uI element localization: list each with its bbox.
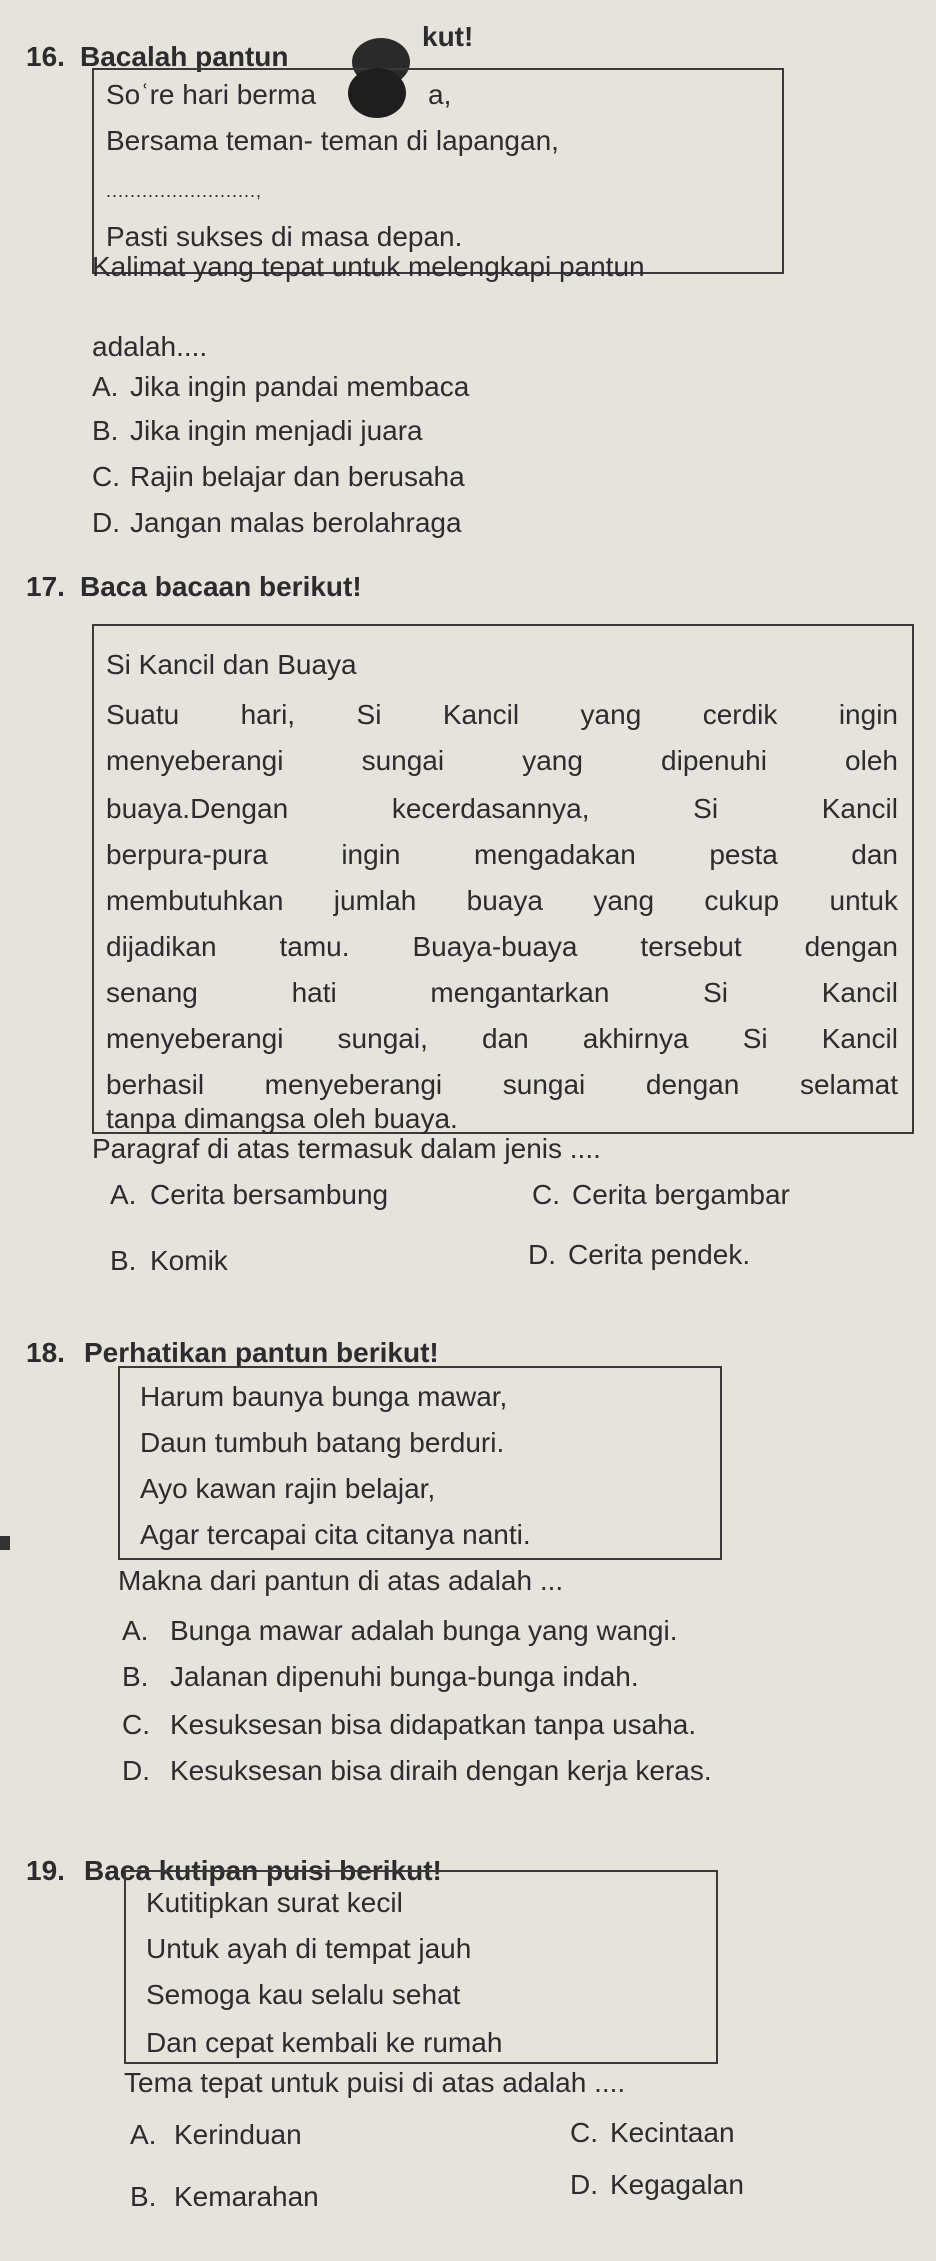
option-letter: C. xyxy=(570,2117,598,2148)
question-prompt: Paragraf di atas termasuk dalam jenis .... xyxy=(92,1133,601,1164)
option-letter: D. xyxy=(570,2169,598,2200)
story-line: menyeberangi sungai, dan akhirnya Si Kancil xyxy=(106,1023,898,1054)
option-letter: C. xyxy=(532,1179,560,1210)
option-text: Kerinduan xyxy=(174,2119,302,2150)
question-title: Baca bacaan berikut! xyxy=(80,571,362,602)
option-letter: C. xyxy=(122,1709,150,1740)
option-text: Bunga mawar adalah bunga yang wangi. xyxy=(170,1615,678,1646)
option-text: Rajin belajar dan berusaha xyxy=(130,461,465,492)
story-line: berhasil menyeberangi sungai dengan selamat xyxy=(106,1069,898,1100)
question-prompt: Tema tepat untuk puisi di atas adalah .... xyxy=(124,2067,626,2098)
question-title-tail: kut! xyxy=(422,21,474,52)
question-number: 16. xyxy=(26,41,65,72)
story-line: tanpa dimangsa oleh buaya. xyxy=(106,1103,458,1134)
story-title: Si Kancil dan Buaya xyxy=(106,649,357,680)
option-text: Jika ingin menjadi juara xyxy=(130,415,423,446)
option-text: Kegagalan xyxy=(610,2169,744,2200)
option-text: Kemarahan xyxy=(174,2181,319,2212)
option-letter: B. xyxy=(130,2181,157,2212)
question-prompt: Makna dari pantun di atas adalah ... xyxy=(118,1565,564,1596)
option-letter: B. xyxy=(92,415,119,446)
option-letter: A. xyxy=(110,1179,137,1210)
poem-line: Semoga kau selalu sehat xyxy=(146,1979,461,2010)
pantun-line: a, xyxy=(428,79,452,110)
pantun-line: Pasti sukses di masa depan. xyxy=(106,221,463,252)
question-title: Perhatikan pantun berikut! xyxy=(84,1337,439,1368)
question-prompt: Kalimat yang tepat untuk melengkapi pantun xyxy=(92,251,645,282)
story-line: menyeberangi sungai yang dipenuhi oleh xyxy=(106,745,898,776)
option-text: Jalanan dipenuhi bunga-bunga indah. xyxy=(170,1661,639,1692)
question-title: Bacalah pantun xyxy=(80,41,289,72)
poem-line: Untuk ayah di tempat jauh xyxy=(146,1933,472,1964)
story-line: Suatu hari, Si Kancil yang cerdik ingin xyxy=(106,699,898,730)
pantun-line: Harum baunya bunga mawar, xyxy=(140,1381,508,1412)
ink-blot xyxy=(348,68,406,118)
option-text: Cerita bergambar xyxy=(572,1179,790,1210)
option-letter: A. xyxy=(92,371,119,402)
option-text: Kesuksesan bisa diraih dengan kerja keras. xyxy=(170,1755,712,1786)
question-number: 17. xyxy=(26,571,65,602)
pantun-line: Ayo kawan rajin belajar, xyxy=(140,1473,436,1504)
pantun-line: Daun tumbuh batang berduri. xyxy=(140,1427,505,1458)
option-text: Kecintaan xyxy=(610,2117,735,2148)
option-text: Komik xyxy=(150,1245,228,1276)
question-prompt: adalah.... xyxy=(92,331,208,362)
question-number: 18. xyxy=(26,1337,65,1368)
pantun-blank-line: ........................., xyxy=(106,181,263,201)
option-letter: D. xyxy=(122,1755,150,1786)
option-text: Kesuksesan bisa didapatkan tanpa usaha. xyxy=(170,1709,697,1740)
story-line: dijadikan tamu. Buaya-buaya tersebut dengan xyxy=(106,931,898,962)
option-text: Jangan malas berolahraga xyxy=(130,507,462,538)
option-letter: A. xyxy=(130,2119,157,2150)
option-letter: A. xyxy=(122,1615,149,1646)
option-letter: C. xyxy=(92,461,120,492)
pantun-line: Agar tercapai cita citanya nanti. xyxy=(140,1519,531,1550)
option-letter: B. xyxy=(122,1661,149,1692)
pantun-line: Soʿre hari berma xyxy=(106,79,317,110)
option-text: Cerita bersambung xyxy=(150,1179,389,1210)
story-line: membutuhkan jumlah buaya yang cukup untuk xyxy=(106,885,898,916)
story-line: buaya.Dengan kecerdasannya, Si Kancil xyxy=(106,793,898,824)
option-text: Cerita pendek. xyxy=(568,1239,751,1270)
poem-line: Dan cepat kembali ke rumah xyxy=(146,2027,503,2058)
pantun-line: Bersama teman- teman di lapangan, xyxy=(106,125,559,156)
question-number: 19. xyxy=(26,1855,65,1886)
story-line: senang hati mengantarkan Si Kancil xyxy=(106,977,898,1008)
option-letter: D. xyxy=(528,1239,556,1270)
option-letter: D. xyxy=(92,507,120,538)
option-text: Jika ingin pandai membaca xyxy=(130,371,470,402)
option-letter: B. xyxy=(110,1245,137,1276)
question-title: Baca kutipan puisi berikut! xyxy=(84,1855,442,1886)
story-line: berpura-pura ingin mengadakan pesta dan xyxy=(106,839,898,870)
poem-line: Kutitipkan surat kecil xyxy=(146,1887,403,1918)
page-edge-mark xyxy=(0,1536,10,1550)
